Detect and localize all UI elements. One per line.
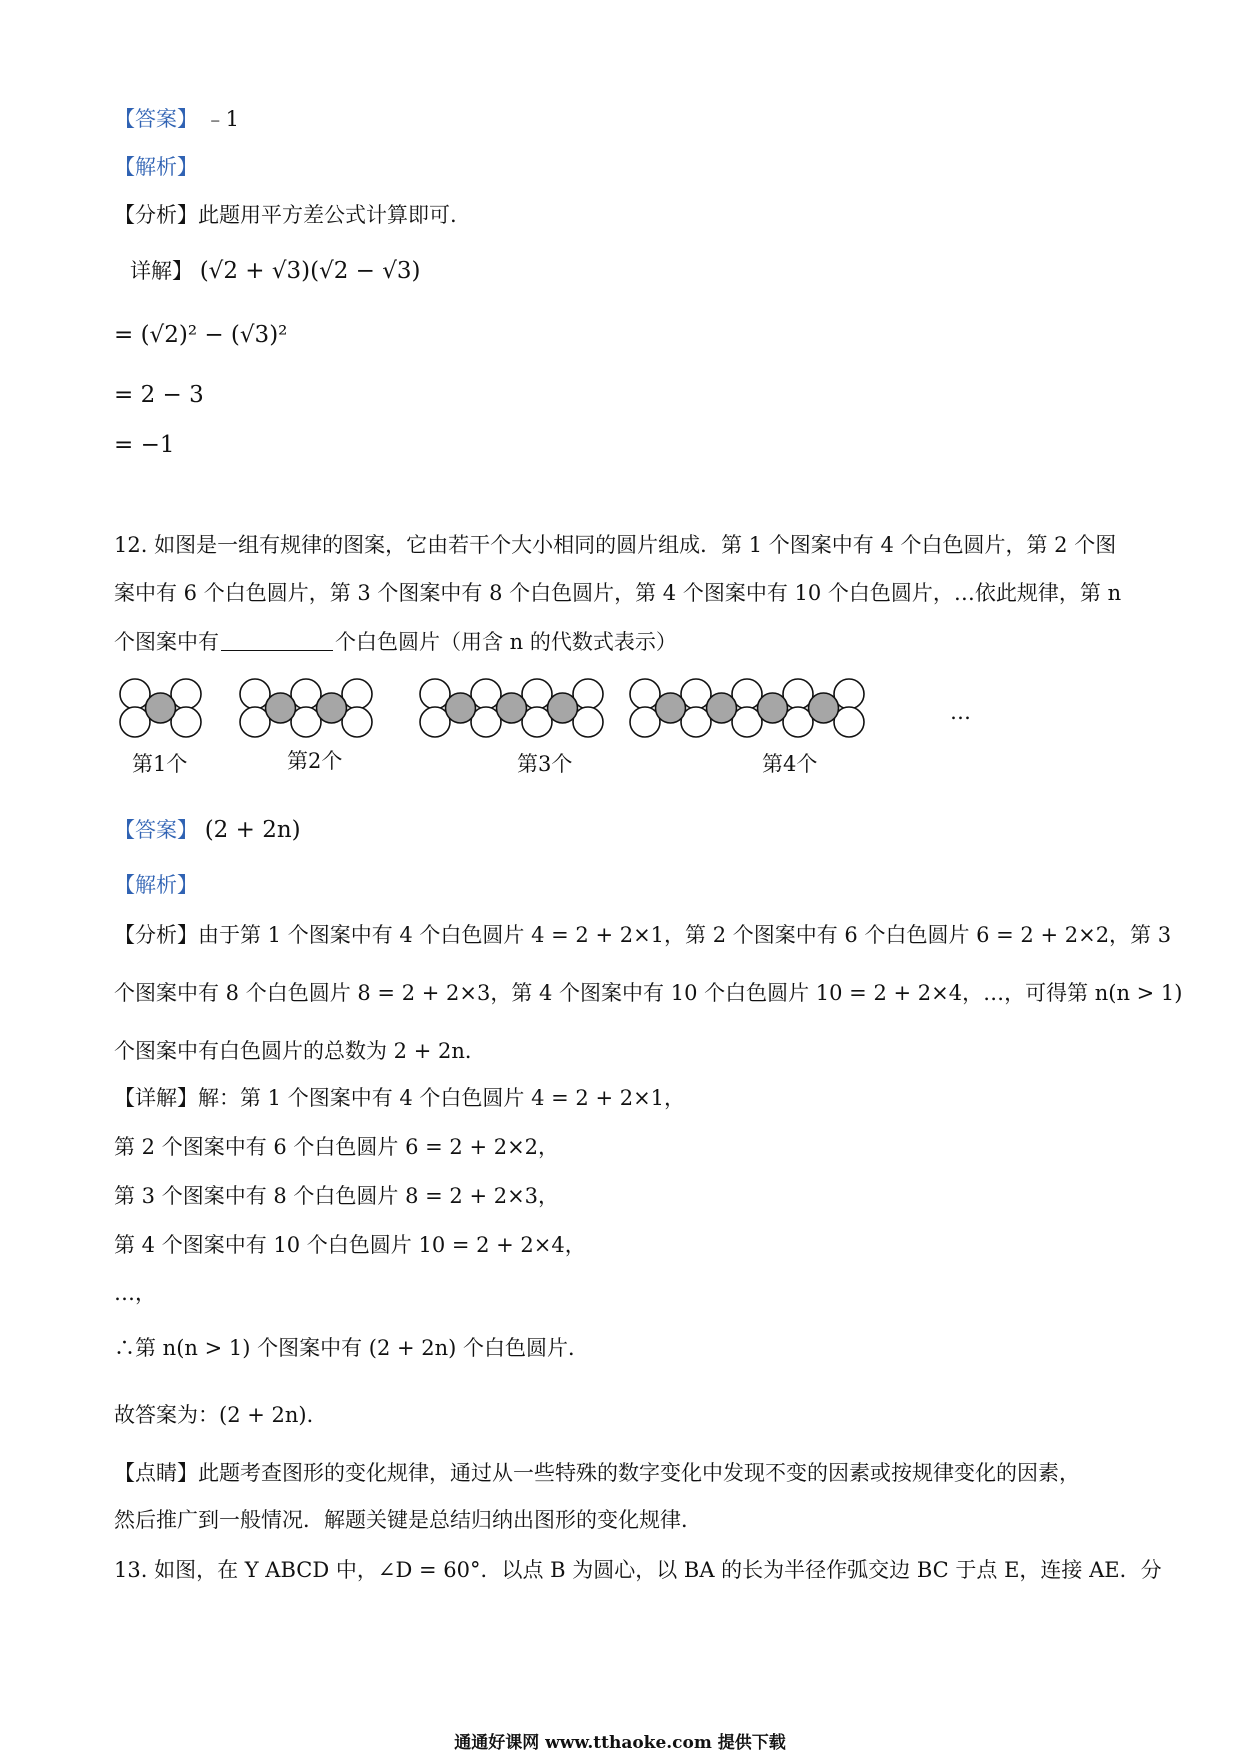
page-footer: 通通好课网 www.tthaoke.com 提供下载 [454,1733,786,1753]
circle-pattern-figure [112,670,992,790]
caption-pattern-2: 第2个 [287,749,343,773]
q11-xiangjie-line [130,256,421,286]
gray-circle [656,693,686,723]
expression: (√2 + √3)(√2 − √3) [199,258,421,284]
fenxi-tag: 【分析】 [114,923,198,947]
gray-circle [758,693,788,723]
answer-value: ﹣1 [204,107,240,131]
q11-answer-line [114,104,239,134]
q11-step3: = −1 [114,432,175,458]
q12-stem-line1: 12. 如图是一组有规律的图案，它由若干个大小相同的圆片组成．第 1 个图案中有 4 个白色圆片，第 2 个图 [114,533,1117,557]
q12-dianjing-line2: 然后推广到一般情况．解题关键是总结归纳出图形的变化规律． [114,1508,702,1532]
q12-dianjing-line1 [114,1458,1080,1488]
xiangjie-text: 解：第 1 个图案中有 4 个白色圆片 4 = 2 + 2×1， [198,1086,686,1110]
circle-pattern-svg [112,670,992,750]
q11-step1: = (√2)² − (√3)² [114,322,288,348]
q12-fenxi-line2: 个图案中有 8 个白色圆片 8 = 2 + 2×3，第 4 个图案中有 10 个白色圆片 10 = 2 + 2×4，…，可得第 n(n > 1) [114,981,1183,1005]
fenxi-text: 由于第 1 个图案中有 4 个白色圆片 4 = 2 + 2×1，第 2 个图案中有 6 个白色圆片 6 = 2 + 2×2，第 3 [198,923,1172,947]
caption-pattern-4: 第4个 [762,752,818,776]
gray-circle [707,693,737,723]
answer-blank [221,630,333,651]
q12-xiangjie-line3: 第 3 个图案中有 8 个白色圆片 8 = 2 + 2×3， [114,1184,560,1208]
fenxi-tag: 【分析】 [114,203,198,227]
analysis-tag: 【解析】 [114,155,198,179]
q12-fenxi-line1 [114,920,1171,950]
answer-value: (2 + 2n) [204,817,301,843]
q13-stem-line1: 13. 如图，在 Y ABCD 中，∠D = 60°．以点 B 为圆心，以 BA 的长为半径作弧交边 BC 于点 E，连接 AE．分 [114,1558,1162,1582]
q12-analysis-line [114,870,198,900]
gray-circle [266,693,296,723]
q12-xiangjie-line1 [114,1083,685,1113]
q12-fenxi-line3: 个图案中有白色圆片的总数为 2 + 2n． [114,1039,486,1063]
stem-post: 个白色圆片（用含 n 的代数式表示） [335,630,677,654]
stem-pre: 个图案中有 [114,630,219,654]
xiangjie-tag: 【详解】 [114,1086,198,1110]
pattern-ellipsis: … [950,700,971,724]
q12-final-answer: 故答案为：(2 + 2n)． [114,1403,328,1427]
caption-pattern-3: 第3个 [517,752,573,776]
fenxi-text: 此题用平方差公式计算即可. [198,203,457,227]
q11-fenxi-line [114,200,457,230]
gray-circle [317,693,347,723]
q11-analysis-line [114,152,198,182]
q12-xiangjie-line5: …， [114,1281,156,1305]
q12-stem-line3 [114,627,677,657]
analysis-tag: 【解析】 [114,873,198,897]
xiangjie-tag: 详解】 [130,259,193,283]
gray-circle [548,693,578,723]
q12-xiangjie-line4: 第 4 个图案中有 10 个白色圆片 10 = 2 + 2×4， [114,1233,586,1257]
answer-tag: 【答案】 [114,107,198,131]
gray-circle [497,693,527,723]
gray-circle [446,693,476,723]
gray-circle [809,693,839,723]
dianjing-tag: 【点睛】 [114,1461,198,1485]
gray-circle [146,693,176,723]
q12-stem-line2: 案中有 6 个白色圆片，第 3 个图案中有 8 个白色圆片，第 4 个图案中有 10 个白色圆片，…依此规律，第 n [114,581,1122,605]
q12-answer-line [114,815,301,845]
q12-xiangjie-line2: 第 2 个图案中有 6 个白色圆片 6 = 2 + 2×2， [114,1135,560,1159]
q12-xiangjie-line6: ∴第 n(n > 1) 个图案中有 (2 + 2n) 个白色圆片． [114,1336,590,1360]
dianjing-text: 此题考查图形的变化规律，通过从一些特殊的数字变化中发现不变的因素或按规律变化的因素， [198,1461,1080,1485]
caption-pattern-1: 第1个 [132,752,188,776]
answer-tag: 【答案】 [114,818,198,842]
q11-step2: = 2 − 3 [114,382,204,408]
